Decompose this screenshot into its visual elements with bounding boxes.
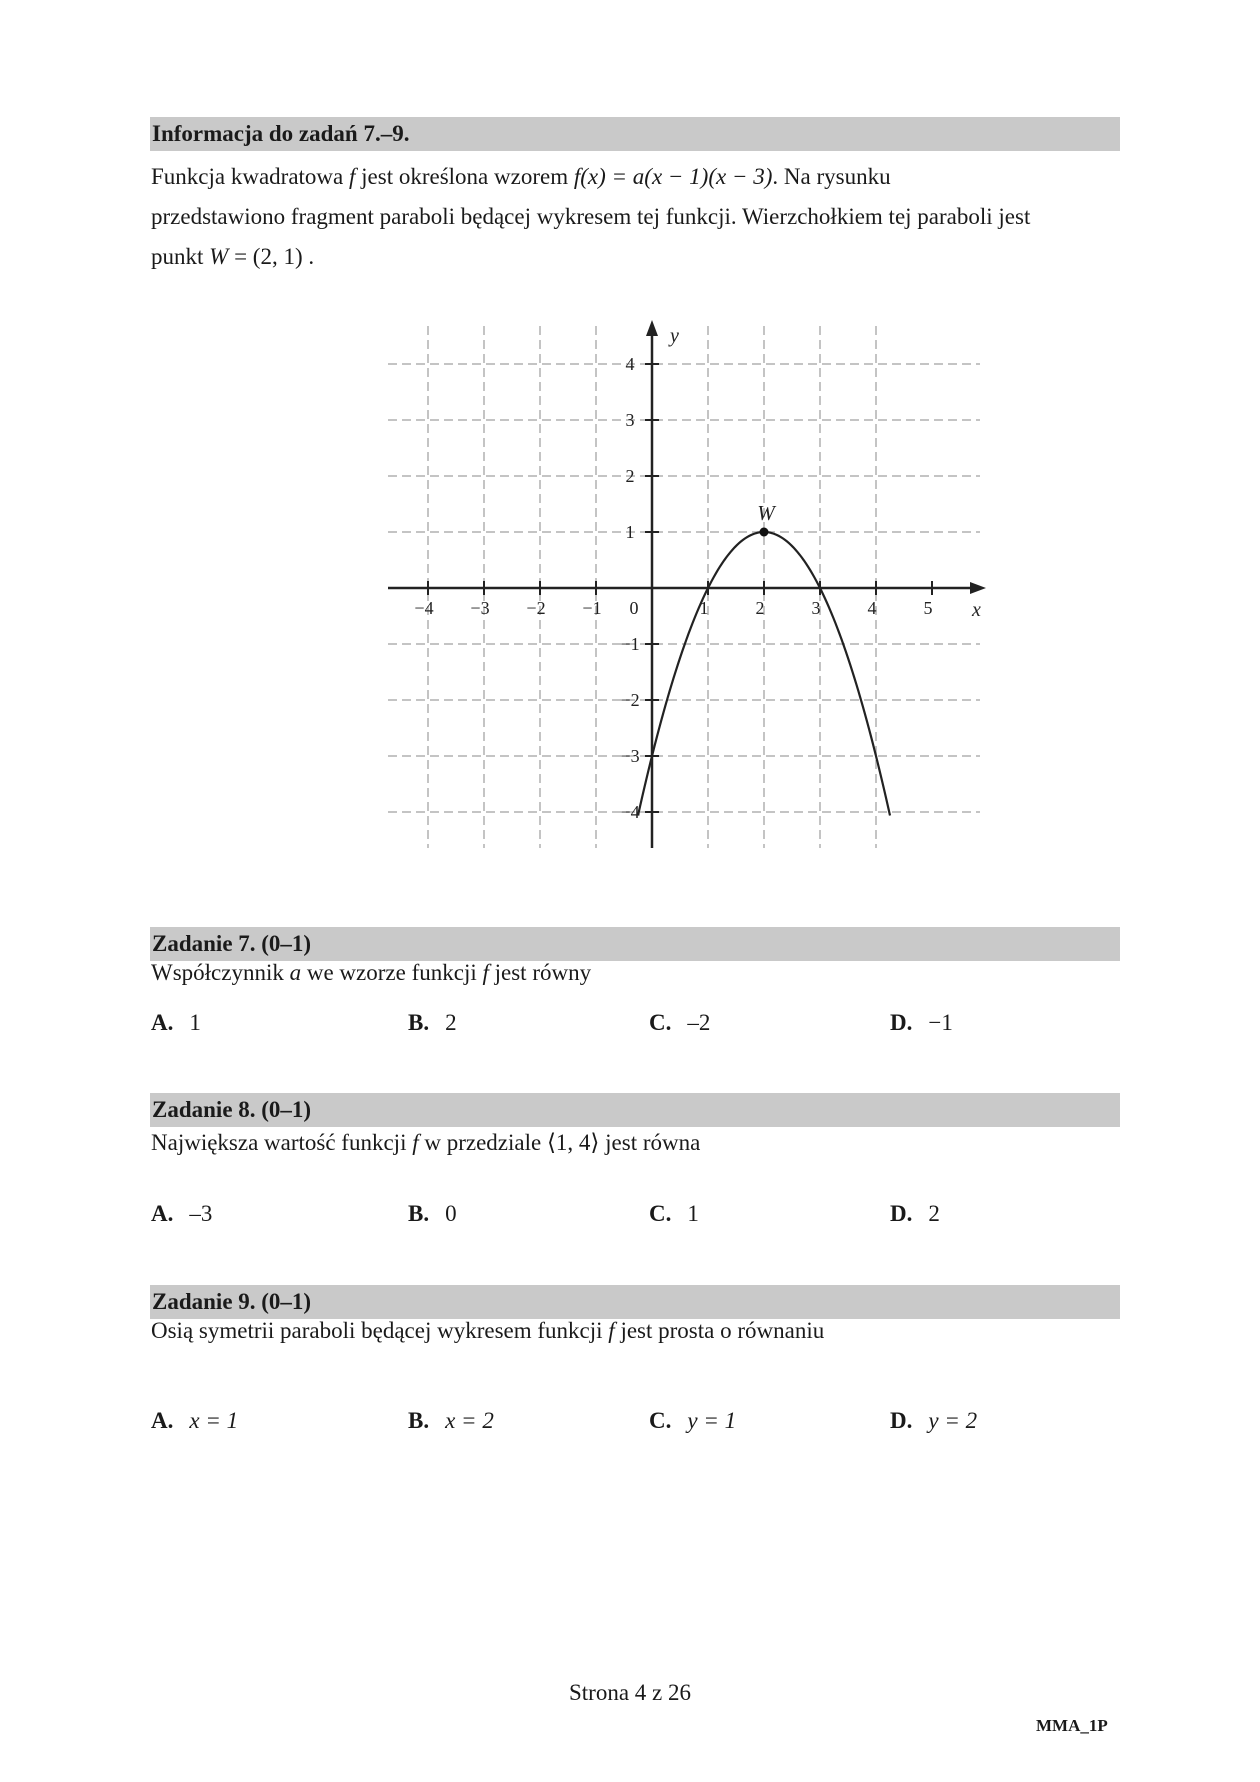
q7-answer-d[interactable] bbox=[890, 1010, 953, 1036]
q7-answer-c[interactable] bbox=[649, 1010, 710, 1036]
text: określona bbox=[398, 164, 489, 189]
answer-label: A. bbox=[151, 1201, 174, 1226]
text: Funkcja kwadratowa bbox=[151, 164, 344, 189]
q9-answer-c[interactable] bbox=[649, 1408, 736, 1434]
answer-value: 1 bbox=[687, 1201, 699, 1226]
exam-code: MMA_1P bbox=[1036, 1716, 1108, 1735]
y-tick-label: −2 bbox=[620, 690, 640, 710]
answer-value: y = 1 bbox=[687, 1408, 737, 1433]
q7-answer-a[interactable] bbox=[151, 1010, 201, 1036]
answer-value: 2 bbox=[445, 1010, 457, 1035]
var-f: f bbox=[608, 1318, 615, 1343]
answer-value: 0 bbox=[445, 1201, 457, 1226]
y-tick-label: −3 bbox=[620, 746, 640, 766]
answer-value: x = 1 bbox=[189, 1408, 239, 1433]
answer-label: A. bbox=[151, 1408, 174, 1433]
info-paragraph bbox=[151, 157, 1119, 277]
q8-header: Zadanie 8. (0–1) bbox=[150, 1093, 1120, 1127]
answer-label: D. bbox=[890, 1201, 913, 1226]
info-line-1 bbox=[151, 157, 1119, 197]
info-header: Informacja do zadań 7.–9. bbox=[150, 117, 1120, 151]
x-axis-label: x bbox=[972, 599, 981, 621]
answer-value: 1 bbox=[189, 1010, 201, 1035]
answer-label: C. bbox=[649, 1010, 672, 1035]
text: wzorem bbox=[494, 164, 569, 189]
q7-header: Zadanie 7. (0–1) bbox=[150, 927, 1120, 961]
parabola-graph bbox=[370, 318, 990, 858]
info-line-2: przedstawiono fragment paraboli będącej wykresem tej funkcji. Wierzchołkiem tej paraboli jest bbox=[151, 204, 1031, 229]
var-f: f bbox=[482, 960, 489, 985]
y-axis-arrow bbox=[646, 320, 658, 336]
answer-value: y = 2 bbox=[928, 1408, 978, 1433]
text: Największa wartość funkcji bbox=[151, 1130, 407, 1155]
text: Osią symetrii paraboli będącej wykresem funkcji bbox=[151, 1318, 603, 1343]
q9-answer-a[interactable] bbox=[151, 1408, 238, 1434]
answer-value: −1 bbox=[928, 1010, 953, 1035]
info-line-3 bbox=[151, 237, 1119, 277]
answer-label: A. bbox=[151, 1010, 174, 1035]
q8-answer-b[interactable] bbox=[408, 1201, 457, 1227]
answer-label: B. bbox=[408, 1010, 430, 1035]
q9-answer-b[interactable] bbox=[408, 1408, 494, 1434]
text: Współczynnik bbox=[151, 960, 284, 985]
y-tick-label: 4 bbox=[625, 354, 635, 374]
y-tick-label: 1 bbox=[625, 522, 635, 542]
y-axis-label: y bbox=[670, 325, 679, 347]
vertex-point bbox=[760, 528, 769, 537]
var-W: W bbox=[209, 244, 229, 269]
text: jest równa bbox=[605, 1130, 701, 1155]
formula: f(x) = a(x − 1)(x − 3) bbox=[573, 164, 773, 189]
answer-label: B. bbox=[408, 1201, 430, 1226]
text: w przedziale bbox=[424, 1130, 542, 1155]
answer-label: B. bbox=[408, 1408, 430, 1433]
answer-value: –3 bbox=[189, 1201, 213, 1226]
text: punkt bbox=[151, 244, 204, 269]
x-tick-label: 4 bbox=[867, 598, 877, 618]
var-f: f bbox=[349, 164, 356, 189]
page-number: Strona 4 z 26 bbox=[568, 1680, 691, 1705]
q9-header: Zadanie 9. (0–1) bbox=[150, 1285, 1120, 1319]
answer-label: D. bbox=[890, 1010, 913, 1035]
q7-text bbox=[151, 960, 591, 986]
x-tick-label: 1 bbox=[699, 598, 709, 618]
answer-label: D. bbox=[890, 1408, 913, 1433]
x-axis-arrow bbox=[970, 582, 986, 594]
text: jest bbox=[361, 164, 394, 189]
text: jest prosta o równaniu bbox=[620, 1318, 825, 1343]
x-tick-label: −3 bbox=[470, 598, 490, 618]
q7-answer-b[interactable] bbox=[408, 1010, 457, 1036]
origin-label: 0 bbox=[629, 598, 639, 618]
text: = (2, 1) . bbox=[234, 244, 315, 269]
y-tick-label: 3 bbox=[625, 410, 635, 430]
interval: ⟨1, 4⟩ bbox=[546, 1130, 600, 1155]
q8-answer-c[interactable] bbox=[649, 1201, 699, 1227]
q9-text bbox=[151, 1318, 824, 1344]
q8-text bbox=[151, 1130, 700, 1156]
q9-answer-d[interactable] bbox=[890, 1408, 977, 1434]
y-tick-label: −4 bbox=[620, 802, 640, 822]
x-tick-label: −4 bbox=[414, 598, 434, 618]
answer-label: C. bbox=[649, 1408, 672, 1433]
text: we wzorze funkcji bbox=[306, 960, 477, 985]
x-tick-label: −1 bbox=[582, 598, 602, 618]
x-tick-label: −2 bbox=[526, 598, 546, 618]
answer-value: –2 bbox=[687, 1010, 711, 1035]
x-tick-label: 3 bbox=[811, 598, 821, 618]
x-tick-label: 2 bbox=[755, 598, 765, 618]
text: jest równy bbox=[494, 960, 592, 985]
x-tick-label: 5 bbox=[923, 598, 933, 618]
q8-answer-a[interactable] bbox=[151, 1201, 212, 1227]
text: rysunku bbox=[816, 164, 891, 189]
text: . Na bbox=[772, 164, 811, 189]
q8-answer-d[interactable] bbox=[890, 1201, 940, 1227]
y-tick-label: −1 bbox=[620, 634, 640, 654]
vertex-label: W bbox=[757, 501, 775, 525]
answer-label: C. bbox=[649, 1201, 672, 1226]
parabola-curve bbox=[638, 532, 890, 816]
answer-value: 2 bbox=[928, 1201, 940, 1226]
answer-value: x = 2 bbox=[445, 1408, 494, 1433]
var-f: f bbox=[412, 1130, 419, 1155]
var-a: a bbox=[289, 960, 302, 985]
y-tick-label: 2 bbox=[625, 466, 635, 486]
